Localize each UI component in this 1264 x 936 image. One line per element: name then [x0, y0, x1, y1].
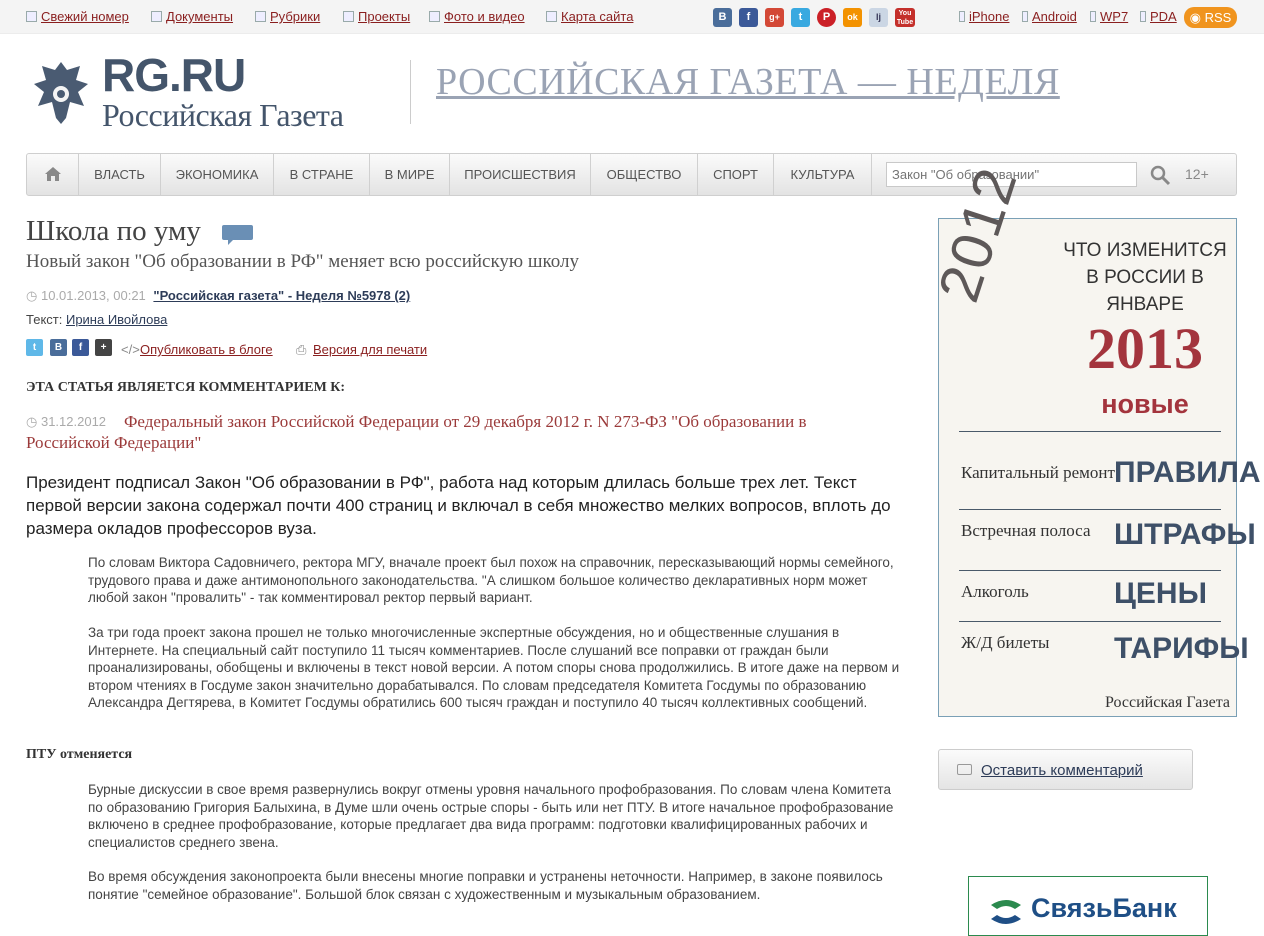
top-link-documents[interactable]: Документы: [151, 9, 233, 24]
article-subtitle: Новый закон "Об образовании в РФ" меняет всю российскую школу: [26, 251, 580, 272]
banner-headline: ЧТО ИЗМЕНИТСЯ В РОССИИ В ЯНВАРЕ: [1063, 240, 1227, 315]
vk-icon[interactable]: В: [713, 8, 732, 27]
top-link-sitemap[interactable]: Карта сайта: [546, 9, 633, 24]
pinterest-icon[interactable]: P: [817, 8, 836, 27]
mobile-link-iphone[interactable]: iPhone: [959, 9, 1009, 24]
coat-of-arms-icon[interactable]: [30, 58, 92, 126]
banner-row-value: ШТРАФЫ: [1114, 518, 1256, 551]
article-source-link[interactable]: "Российская газета" - Неделя №5978 (2): [153, 288, 411, 303]
nav-item-culture[interactable]: КУЛЬТУРА: [774, 154, 872, 195]
ad-banner[interactable]: [925, 158, 1261, 717]
nav-item-power[interactable]: ВЛАСТЬ: [79, 154, 161, 195]
phone-icon: [1140, 11, 1146, 22]
home-button[interactable]: [27, 154, 79, 195]
banner-new-word: новые: [1101, 389, 1189, 419]
banner-row-label: Встречная полоса: [961, 521, 1091, 540]
nav-item-world[interactable]: В МИРЕ: [370, 154, 450, 195]
article-paragraph: По словам Виктора Садовничего, ректора МГУ, вначале проект был похож на справочник, пересказывающий нормы семейного, трудового права и даже антимонопольного законодательства. "А слишком большое количество декларативных норм может любой закон "провалить" - так комментировал ректор первый вариант.: [88, 555, 894, 605]
author-label: Текст:: [26, 312, 63, 327]
edition-title[interactable]: РОССИЙСКАЯ ГАЗЕТА — НЕДЕЛЯ: [436, 61, 1060, 103]
phone-icon: [1090, 11, 1096, 22]
banner-old-year: 2012: [925, 158, 1031, 310]
banner-row-value: ТАРИФЫ: [1114, 632, 1249, 665]
law-link[interactable]: Федеральный закон Российской Федерации от 29 декабря 2012 г. N 273-ФЗ "Об образовании в Российской Федерации": [26, 412, 807, 452]
facebook-icon[interactable]: f: [739, 8, 758, 27]
section-heading: ПТУ отменяется: [26, 747, 133, 762]
livejournal-icon[interactable]: lj: [869, 8, 888, 27]
top-link-rubrics[interactable]: Рубрики: [255, 9, 320, 24]
banner-brand: Российская Газета: [1105, 694, 1230, 711]
top-bar: [0, 0, 1264, 34]
vk-icon[interactable]: В: [50, 339, 67, 356]
top-link-photo-video[interactable]: Фото и видео: [429, 9, 525, 24]
rss-icon: ◉: [1189, 10, 1205, 25]
main-nav: [26, 153, 1237, 196]
law-date: ◷ 31.12.2012: [26, 414, 107, 429]
mobile-link-wp7[interactable]: WP7: [1090, 9, 1128, 24]
banner-row: [959, 431, 1261, 491]
newspaper-icon: [26, 11, 37, 22]
banner-row-label: Капитальный ремонт: [961, 463, 1115, 482]
sitemap-icon: [546, 11, 557, 22]
leave-comment-label: Оставить комментарий: [981, 762, 1143, 779]
print-version-link[interactable]: Версия для печати: [313, 342, 428, 357]
search-icon[interactable]: [1149, 164, 1173, 186]
home-icon: [44, 166, 62, 182]
banner-row: [959, 621, 1249, 681]
bank-name: СвязьБанк: [1031, 893, 1177, 923]
top-link-projects[interactable]: Проекты: [343, 9, 410, 24]
phone-icon: [1022, 11, 1028, 22]
site-logo[interactable]: [102, 49, 344, 133]
article-meta: [26, 288, 410, 304]
google-plus-icon[interactable]: g+: [765, 8, 784, 27]
banner-row-label: Ж/Д билеты: [961, 633, 1050, 652]
article-title: Школа по уму: [26, 215, 201, 247]
logo-title: RG.RU: [102, 49, 246, 101]
logo-subtitle: Российская Газета: [102, 97, 344, 133]
banner-row-value: ПРАВИЛА: [1114, 456, 1261, 489]
article-paragraph: Бурные дискуссии в свое время развернулись вокруг отмены уровня начального профобразования. По словам члена Комитета по образованию Григория Балыхина, в Думе шли очень острые споры - быть или нет ПТУ. В итоге начальное профобразование включено в среднее профобразование, которые предлагает два вида программ: подготовки квалифицированных рабочих и специалистов среднего звена.: [88, 782, 894, 850]
leave-comment-button[interactable]: [938, 749, 1193, 790]
print-icon: ⎙: [296, 342, 307, 357]
article-paragraph: Во время обсуждения законопроекта были внесены многие поправки и устранены неточности. Например, в законе появилось понятие "семейное образование". Большой блок связан с художественным и музыкальным образованием.: [88, 869, 883, 902]
article-paragraph: За три года проект закона прошел не только многочисленные экспертные обсуждения, но и общественные слушания в Интернете. На специальный сайт поступило 11 тысяч комментариев. После слушаний все поправки от граждан были проанализированы, обобщены и включены в текст новой версии. А потом споры снова продолжились. В итоге даже на первом и втором чтениях в Госдуме закон значительно дорабатывался. По словам председателя Комитета Госдумы по образованию Александра Дегтярева, в Комитет Госдумы обратились 600 тысяч граждан и поступило 40 тысяч коллективных сообщений.: [88, 625, 900, 710]
twitter-icon[interactable]: t: [791, 8, 810, 27]
youtube-icon[interactable]: You Tube: [896, 10, 914, 26]
banner-row: [959, 570, 1221, 620]
plus-share-icon[interactable]: +: [95, 339, 112, 356]
code-icon: </>: [121, 342, 140, 357]
banner-row: [959, 509, 1256, 569]
facebook-icon[interactable]: f: [72, 339, 89, 356]
svyazbank-logo-icon: [989, 897, 1023, 927]
publish-blog-link[interactable]: Опубликовать в блоге: [140, 342, 273, 357]
top-link-fresh-issue[interactable]: Свежий номер: [26, 9, 129, 24]
commentary-heading: ЭТА СТАТЬЯ ЯВЛЯЕТСЯ КОММЕНТАРИЕМ К:: [26, 380, 346, 395]
nav-item-country[interactable]: В СТРАНЕ: [274, 154, 370, 195]
banner-new-year: 2013: [1087, 316, 1203, 381]
nav-item-incidents[interactable]: ПРОИСШЕСТВИЯ: [450, 154, 591, 195]
author-link[interactable]: Ирина Ивойлова: [65, 312, 168, 327]
twitter-icon[interactable]: t: [26, 339, 43, 356]
document-icon: [151, 11, 162, 22]
phone-icon: [959, 11, 965, 22]
banner-row-value: ЦЕНЫ: [1114, 577, 1207, 610]
nav-item-economy[interactable]: ЭКОНОМИКА: [161, 154, 274, 195]
clock-icon: ◷: [26, 288, 41, 303]
rss-button[interactable]: ◉ RSS: [1184, 7, 1237, 28]
comments-icon[interactable]: [222, 225, 253, 240]
camera-icon: [429, 11, 440, 22]
article-datetime: 10.01.2013, 00:21: [40, 288, 146, 303]
article-author: [26, 312, 167, 327]
project-icon: [343, 11, 354, 22]
age-rating: 12+: [1185, 166, 1209, 182]
nav-item-society[interactable]: ОБЩЕСТВО: [591, 154, 698, 195]
comment-icon: [957, 764, 972, 775]
mobile-link-pda[interactable]: PDA: [1140, 9, 1177, 24]
mobile-link-android[interactable]: Android: [1022, 9, 1077, 24]
banner-row-label: Алкоголь: [961, 582, 1029, 601]
bank-ad[interactable]: [968, 876, 1208, 936]
header-divider: [410, 60, 411, 124]
nav-item-sport[interactable]: СПОРТ: [698, 154, 774, 195]
grid-icon: [255, 11, 266, 22]
article-lead: Президент подписал Закон "Об образовании в РФ", работа над которым длилась больше трех лет. Текст первой версии закона содержал почти 400 страниц и включал в себя множество мелких вопросов, вплоть до размера окладов профессоров вуза.: [26, 473, 891, 538]
clock-icon: ◷: [26, 414, 41, 429]
odnoklassniki-icon[interactable]: ok: [843, 8, 862, 27]
